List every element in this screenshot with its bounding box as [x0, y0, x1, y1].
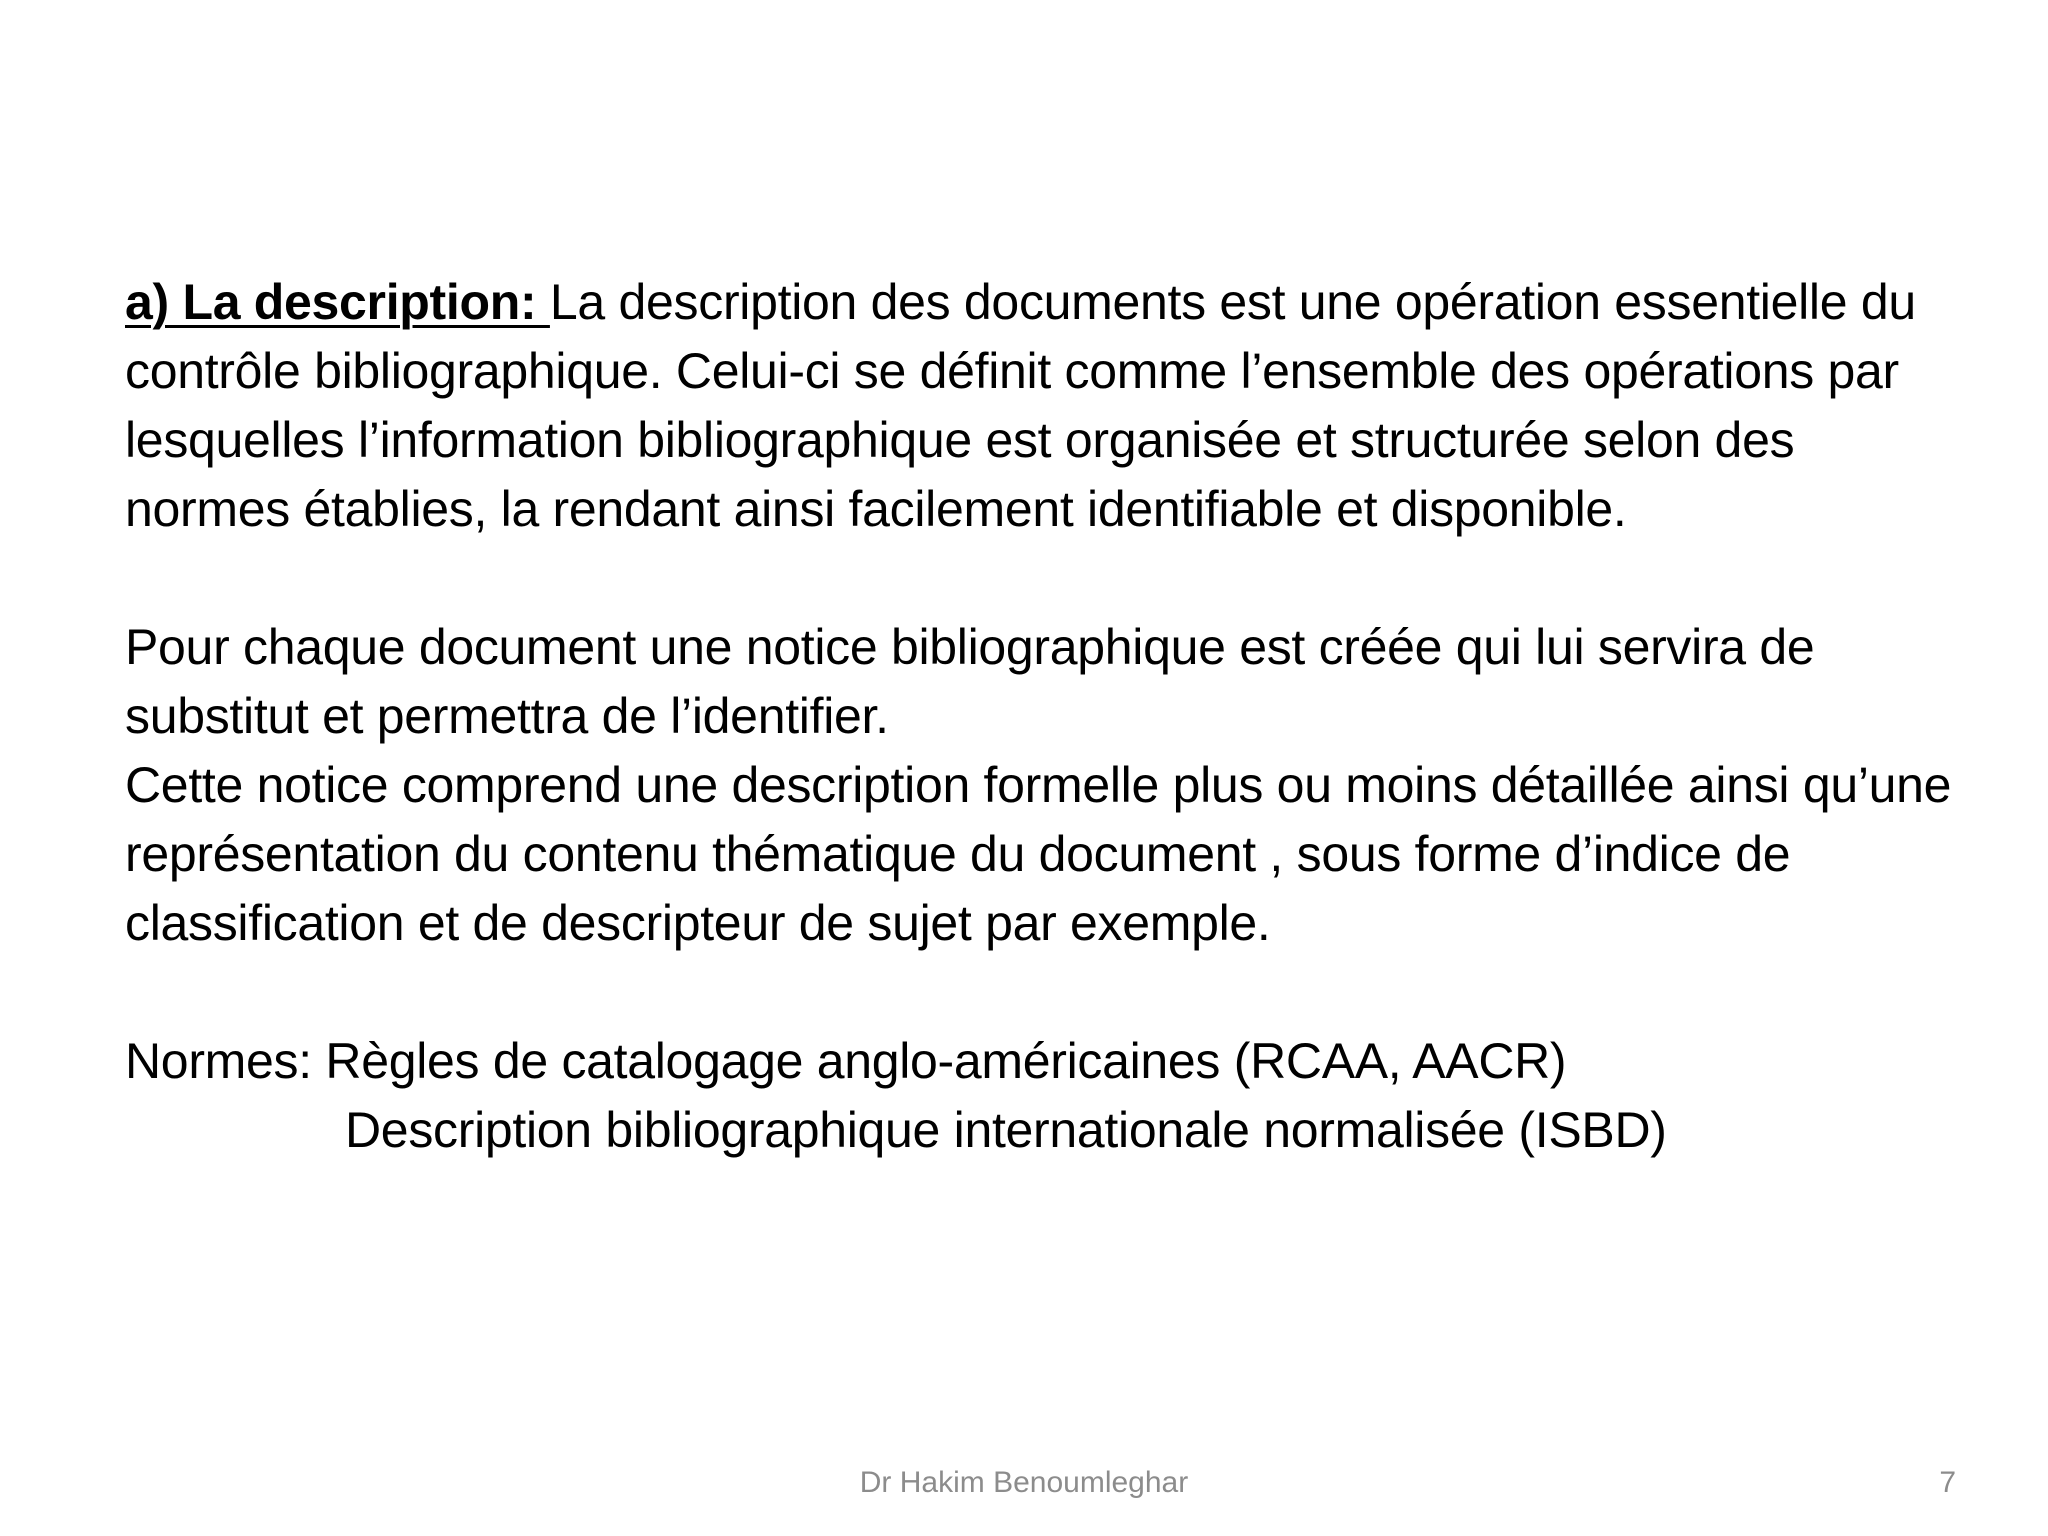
norms-line-2: Description bibliographique internationale normalisée (ISBD) [345, 1102, 1667, 1158]
description-paragraph [125, 268, 1955, 544]
page-number: 7 [1939, 1466, 1956, 1499]
paragraph-spacer [125, 544, 1955, 613]
notice-content-paragraph: Cette notice comprend une description formelle plus ou moins détaillée ainsi qu’une représentation du contenu thématique du document , sous forme d’indice de classification et de descripteur de sujet par exemple. [125, 757, 1952, 951]
norms-line-1: Normes: Règles de catalogage anglo-américaines (RCAA, AACR) [125, 1033, 1567, 1089]
footer-author: Dr Hakim Benoumleghar [859, 1466, 1189, 1499]
slide-body [125, 268, 1955, 1165]
section-heading: a) La description: [125, 274, 550, 330]
paragraph-spacer [125, 958, 1955, 1027]
description-text: La description des documents est une opération essentielle du contrôle bibliographique. Celui-ci se définit comme l’ensemble des opérations par lesquelles l’information bibliographique est organisée et structurée selon des normes établies, la rendant ainsi facilement identifiable et disponible. [125, 274, 1916, 537]
notice-paragraph: Pour chaque document une notice bibliographique est créée qui lui servira de substitut et permettra de l’identifier. [125, 619, 1815, 744]
norms-block [125, 1027, 1955, 1165]
